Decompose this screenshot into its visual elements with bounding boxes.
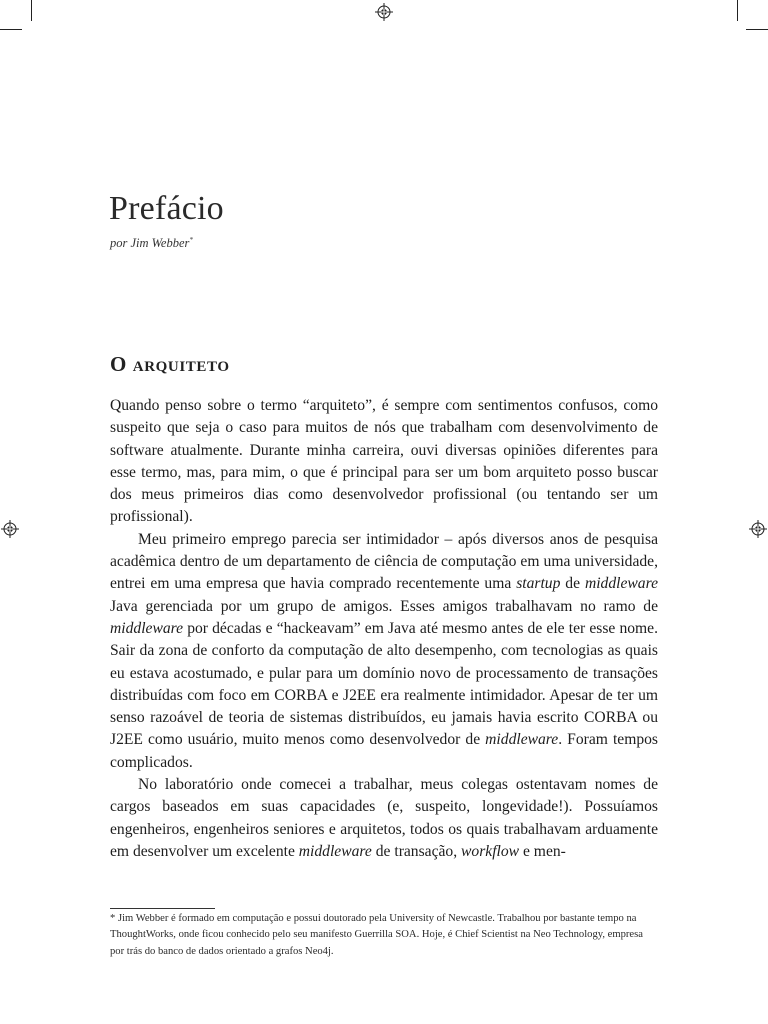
paragraph-text: Java gerenciada por um grupo de amigos. Esses amigos trabalhavam no ramo de (110, 597, 658, 615)
paragraph-text: Quando penso sobre o termo “arquiteto”, é sempre com sentimentos confusos, como suspeito que seja o caso para muitos de nós que trabalham com desenvolvimento de software atualmente. Durante minha carreira, ouvi diversas opiniões diferentes para esse termo, mas, para mim, o que é principal para ser um bom arquiteto posso buscar dos meus primeiros dias como desenvolvedor profissional (ou tentando ser um profissional). (110, 397, 658, 526)
italic-term: middleware (485, 731, 559, 749)
section-title: O arquiteto (110, 352, 230, 376)
registration-mark-icon (749, 520, 767, 538)
crop-mark-left-top (0, 29, 22, 30)
paragraph-text: No laboratório onde comecei a trabalhar, meus colegas ostentavam nomes de cargos baseados em suas capacidades (e, suspeito, longevidade!). Possuíamos engenheiros, engenheiros seniores e arquitetos, todos os quais trabalhavam arduamente em desenvolver um excelente (110, 776, 658, 860)
footnote-marker: * (189, 236, 193, 244)
byline (110, 236, 193, 251)
paragraph-text: por décadas e “hackeavam” em Java até mesmo antes de ele ter esse nome. Sair da zona de conforto da computação de alto desempenho, com tecnologias as quais eu estava acostumado, e pular para um domínio novo de processamento de transações distribuídas com foco em CORBA e J2EE era realmente intimidador. Apesar de ter um senso razoável de teoria de sistemas distribuídos, eu jamais havia escrito CORBA ou J2EE como usuário, muito menos como desenvolvedor de (110, 619, 658, 749)
italic-term: workflow (461, 842, 520, 860)
paragraph (110, 529, 658, 774)
italic-term: middleware (584, 575, 659, 593)
paragraph-text: de transação, (371, 842, 462, 860)
italic-term: middleware (298, 842, 372, 860)
paragraph (110, 774, 658, 863)
byline-text: por Jim Webber (110, 236, 190, 251)
paragraph-text: Meu primeiro emprego parecia ser intimidador – após diversos anos de pesquisa acadêmica dentro de um departamento de ciência de computação em uma universidade, entrei em uma empresa que havia comprado recentemente uma (110, 530, 658, 593)
italic-term: startup (516, 575, 561, 593)
paragraph-text: e men- (519, 842, 566, 860)
body-text (110, 395, 658, 863)
crop-mark-top-right (737, 0, 738, 21)
paragraph-text: de (560, 575, 585, 593)
footnote: * Jim Webber é formado em computação e possui doutorado pela University of Newcastle. Trabalhou por bastante tempo na ThoughtWorks, onde ficou conhecido pelo seu manifesto Guerrilla SOA. Hoje, é Chief Scientist na Neo Technology, empresa por trás do banco de dados orientado a grafos Neo4j. (110, 913, 643, 957)
paragraph-text: . Foram tempos complicados. (110, 731, 658, 771)
footnote-divider (110, 908, 215, 909)
paragraph (110, 395, 658, 529)
italic-term: middleware (110, 619, 184, 637)
registration-mark-icon (375, 3, 393, 21)
crop-mark-right-top (746, 29, 768, 30)
registration-mark-icon (1, 520, 19, 538)
crop-mark-top-left (31, 0, 32, 21)
chapter-title: Prefácio (109, 190, 224, 227)
